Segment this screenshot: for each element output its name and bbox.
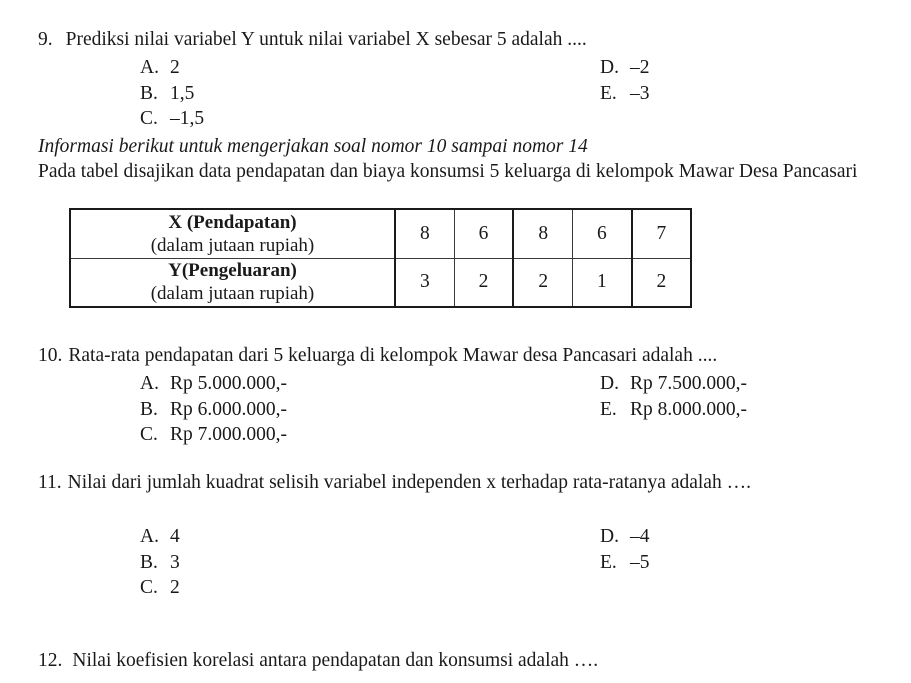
- question-11-text: Nilai dari jumlah kuadrat selisih variabel independen x terhadap rata-ratanya adalah ….: [67, 472, 751, 493]
- option-c[interactable]: [140, 106, 600, 132]
- option-b-value: Rp 6.000.000,-: [170, 398, 287, 420]
- option-e-key: E.: [600, 551, 617, 573]
- option-d-value: –2: [630, 57, 650, 78]
- question-11-options-right: [600, 524, 650, 575]
- question-11-options-left: [140, 524, 600, 601]
- option-b[interactable]: [140, 397, 600, 423]
- option-b[interactable]: [140, 81, 600, 107]
- cell-y-4: 1: [573, 258, 632, 307]
- question-9: [0, 27, 911, 132]
- question-10-options-left: [140, 371, 600, 448]
- question-10-number: 10.: [38, 345, 63, 366]
- option-c-value: –1,5: [170, 108, 205, 129]
- question-10: [0, 343, 911, 448]
- question-9-line: [0, 27, 911, 52]
- data-table-wrap: [69, 208, 692, 308]
- question-9-number: 9.: [38, 29, 53, 50]
- option-e[interactable]: [600, 550, 650, 576]
- option-a[interactable]: [140, 524, 600, 550]
- option-b-key: B.: [140, 398, 158, 420]
- option-a[interactable]: [140, 371, 600, 397]
- option-d[interactable]: [600, 55, 650, 81]
- option-d-value: Rp 7.500.000,-: [630, 373, 747, 394]
- row-label-y-sub: (dalam jutaan rupiah): [150, 283, 315, 305]
- option-a-key: A.: [140, 373, 159, 394]
- option-c-key: C.: [140, 424, 158, 445]
- row-label-y-main: Y(Pengeluaran): [168, 260, 297, 282]
- data-table: [69, 208, 692, 308]
- option-e[interactable]: [600, 397, 747, 423]
- question-11-line: [0, 470, 911, 495]
- option-d[interactable]: [600, 524, 650, 550]
- row-label-x: [70, 209, 395, 258]
- option-d[interactable]: [600, 371, 747, 397]
- cell-x-3: 8: [513, 209, 572, 258]
- option-c[interactable]: [140, 422, 600, 448]
- cell-x-4: 6: [573, 209, 632, 258]
- row-label-x-main: X (Pendapatan): [168, 211, 297, 233]
- option-a-value: 2: [170, 57, 180, 78]
- table-row-y: [70, 258, 691, 307]
- intro-body-text: Pada tabel disajikan data pendapatan dan biaya konsumsi 5 keluarga di kelompok Mawar Desa Pancasari: [38, 161, 858, 182]
- option-b[interactable]: [140, 550, 600, 576]
- question-9-options: [0, 55, 911, 132]
- option-a-key: A.: [140, 57, 159, 78]
- option-e-value: Rp 8.000.000,-: [630, 398, 747, 420]
- cell-x-5: 7: [632, 209, 691, 258]
- question-9-options-right: [600, 55, 650, 106]
- question-11-options: [0, 524, 911, 601]
- option-d-value: –4: [630, 526, 650, 547]
- question-10-options: [0, 371, 911, 448]
- option-e-value: –3: [630, 82, 650, 104]
- cell-y-5: 2: [632, 258, 691, 307]
- cell-x-1: 8: [395, 209, 454, 258]
- option-a[interactable]: [140, 55, 600, 81]
- question-12-number: 12.: [38, 650, 63, 671]
- intro-italic-line: Informasi berikut untuk mengerjakan soal nomor 10 sampai nomor 14: [38, 136, 588, 157]
- option-c-value: 2: [170, 577, 180, 598]
- question-10-line: [0, 343, 911, 368]
- option-c-key: C.: [140, 108, 158, 129]
- row-label-x-sub: (dalam jutaan rupiah): [150, 234, 315, 256]
- option-b-key: B.: [140, 551, 158, 573]
- option-d-key: D.: [600, 57, 619, 78]
- question-10-options-right: [600, 371, 747, 422]
- option-c[interactable]: [140, 575, 600, 601]
- option-d-key: D.: [600, 526, 619, 547]
- option-e-key: E.: [600, 398, 617, 420]
- option-e-key: E.: [600, 82, 617, 104]
- question-12: [0, 648, 911, 673]
- question-11: [0, 470, 911, 601]
- option-e[interactable]: [600, 81, 650, 107]
- cell-y-3: 2: [513, 258, 572, 307]
- cell-x-2: 6: [454, 209, 513, 258]
- question-9-options-left: [140, 55, 600, 132]
- row-label-y: [70, 258, 395, 307]
- option-b-key: B.: [140, 82, 158, 104]
- cell-y-2: 2: [454, 258, 513, 307]
- question-12-line: [0, 648, 911, 673]
- cell-y-1: 3: [395, 258, 454, 307]
- option-e-value: –5: [630, 551, 650, 573]
- option-d-key: D.: [600, 373, 619, 394]
- question-11-number: 11.: [38, 472, 62, 493]
- option-a-value: Rp 5.000.000,-: [170, 373, 287, 394]
- option-c-value: Rp 7.000.000,-: [170, 424, 287, 445]
- option-a-value: 4: [170, 526, 180, 547]
- question-10-text: Rata-rata pendapatan dari 5 keluarga di kelompok Mawar desa Pancasari adalah ....: [68, 345, 718, 366]
- table-row-x: [70, 209, 691, 258]
- question-9-text: Prediksi nilai variabel Y untuk nilai variabel X sebesar 5 adalah ....: [65, 29, 587, 50]
- option-a-key: A.: [140, 526, 159, 547]
- question-12-text: Nilai koefisien korelasi antara pendapatan dan konsumsi adalah ….: [72, 650, 599, 671]
- option-b-value: 3: [170, 551, 180, 573]
- option-c-key: C.: [140, 577, 158, 598]
- option-b-value: 1,5: [170, 82, 195, 104]
